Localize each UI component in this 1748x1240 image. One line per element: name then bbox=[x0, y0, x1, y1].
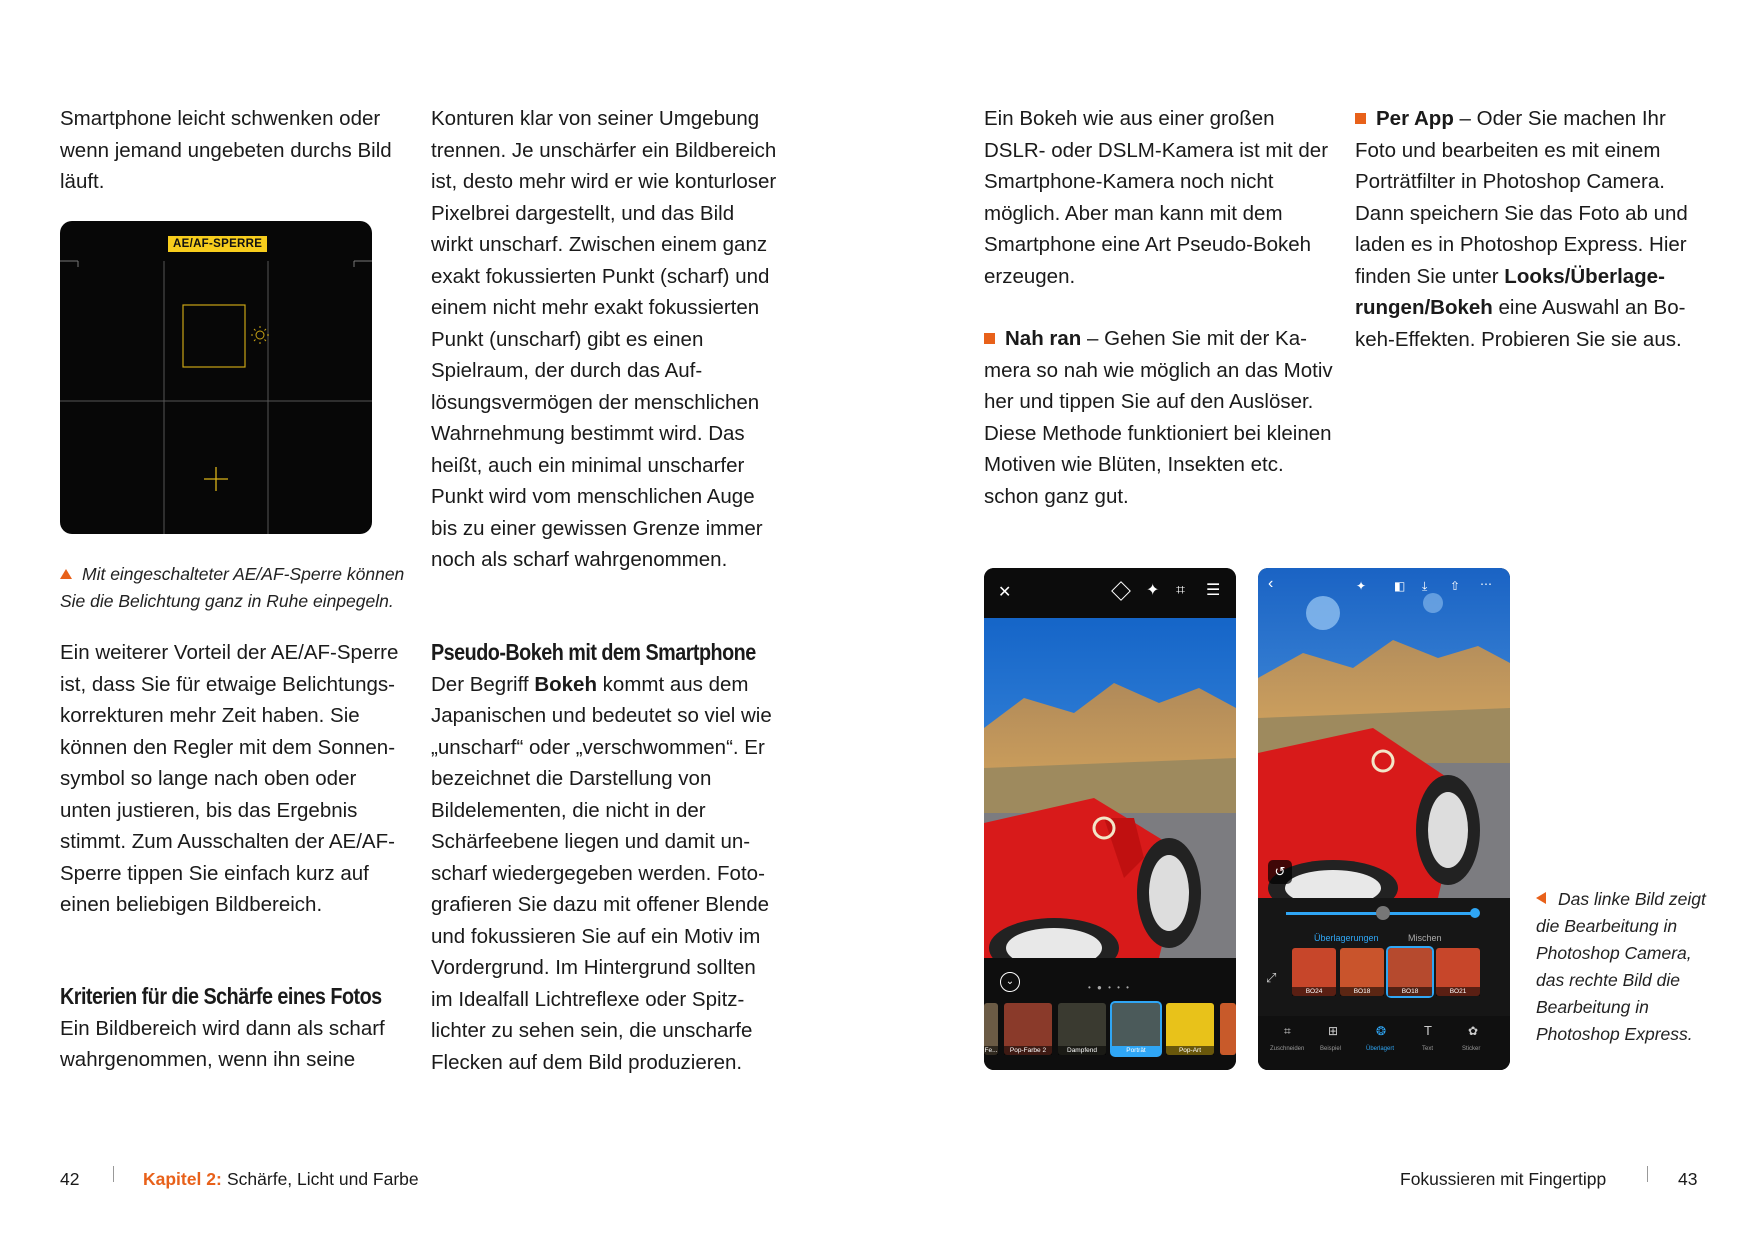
column-1-body bbox=[60, 637, 405, 921]
top-bar bbox=[984, 568, 1236, 618]
caption-ae-af: Mit eingeschalteter AE/AF-Sperre können Sie die Belichtung ganz in Ruhe einpegeln. bbox=[60, 564, 405, 611]
bokeh-thumb[interactable]: BO18 bbox=[1340, 948, 1384, 996]
bullet-icon bbox=[984, 333, 995, 344]
section-bokeh bbox=[431, 637, 781, 1078]
column-2-top bbox=[431, 103, 781, 576]
filter-thumb[interactable]: Dampfend bbox=[1058, 1003, 1106, 1055]
phone-photoshop-express bbox=[1258, 568, 1510, 1070]
bokeh-thumb[interactable]: BO24 bbox=[1292, 948, 1336, 996]
share-icon[interactable]: ⇧ bbox=[1450, 579, 1461, 593]
filter-thumb[interactable]: Fe... bbox=[984, 1003, 998, 1055]
photo-car-bokeh bbox=[1258, 568, 1510, 898]
paragraph-per-app: Per App – Oder Sie machen Ihr Foto und bearbeiten es mit einem Porträtfilter in Photoshop Camera. Dann speichern Sie das Foto ab und laden es in Photoshop Express. Hier finden Sie unter Looks/Überlagerungen/Bokeh eine Auswahl an Bokeh-Effekten. Probieren Sie sie aus. bbox=[1355, 107, 1688, 351]
paragraph: Ein weiterer Vorteil der AE/AF-Sperre ist, dass Sie für etwaige Belichtungskorrekturen mehr Zeit haben. Sie können den Regler mit dem Sonnensymbol so lange nach oben oder unten justieren, bis das Ergebnis stimmt. Zum Ausschalten der AE/AF-Sperre tippen Sie einfach kurz auf einen beliebigen Bildbereich. bbox=[60, 641, 399, 916]
undo-icon[interactable]: ↺ bbox=[1268, 860, 1292, 884]
filter-thumb[interactable]: Pop-Art bbox=[1166, 1003, 1214, 1055]
focus-square bbox=[183, 305, 245, 367]
filter-thumb[interactable] bbox=[1220, 1003, 1236, 1055]
running-title-right: Fokussieren mit Fingertipp bbox=[1400, 1169, 1607, 1189]
chevron-down-icon[interactable]: ⌄ bbox=[1000, 972, 1020, 992]
filter-thumb[interactable]: Pop-Farbe 2 bbox=[1004, 1003, 1052, 1055]
heading-criteria: Kriterien für die Schärfe eines Fotos bbox=[60, 983, 382, 1009]
tool-label[interactable]: Text bbox=[1422, 1046, 1434, 1052]
slider-knob[interactable] bbox=[1376, 906, 1390, 920]
bold-term: Bokeh bbox=[534, 672, 597, 696]
caption-phones: Das linke Bild zeigt die Bearbeitung in Photoshop Camera, das rechte Bild die Bearbeitung in Photoshop Express. bbox=[1536, 889, 1706, 1044]
tool-label[interactable]: Sticker bbox=[1462, 1046, 1481, 1052]
paragraph: Smartphone leicht schwenken oder wenn jemand ungebeten durchs Bild läuft. bbox=[60, 107, 392, 193]
download-icon[interactable]: ⤓ bbox=[1422, 579, 1428, 593]
magic-wand-icon[interactable]: ✦ bbox=[1146, 582, 1160, 599]
section-criteria bbox=[60, 981, 405, 1076]
page-number-right: 43 bbox=[1678, 1169, 1698, 1189]
tool-label[interactable]: Zuschneiden bbox=[1270, 1046, 1305, 1052]
bokeh-thumb[interactable]: BO21 bbox=[1436, 948, 1480, 996]
paragraph: Konturen klar von seiner Umgebung trennen. Je unschärfer ein Bildbereich ist, desto mehr wird er wie konturloser Pixelbrei dargestellt, und das Bild wirkt unscharf. Zwischen einem ganz exakt fokussierten Punkt (scharf) und einem nicht mehr exakt fokussierten Punkt (unscharf) gibt es einen Spielraum, der durch das Auflösungsvermögen der menschlichen Wahrnehmung bestimmt wird. Das heißt, auch ein minimal unscharfer Punkt wird vom menschlichen Auge bis zu einer gewissen Grenze immer noch als scharf wahrgenommen. bbox=[431, 107, 777, 571]
ae-af-lock-badge: AE/AF-SPERRE bbox=[168, 236, 267, 252]
back-icon[interactable]: ‹ bbox=[1268, 575, 1274, 592]
text-icon[interactable]: T bbox=[1424, 1023, 1432, 1038]
close-icon[interactable]: ✕ bbox=[998, 584, 1012, 601]
paragraph: Ein Bildbereich wird dann als scharf wahrgenommen, wenn ihn seine bbox=[60, 1016, 385, 1071]
paragraph: Der Begriff Bokeh kommt aus dem Japanischen und bedeutet so viel wie „unscharf“ oder „verschwommen“. Er bezeichnet die Darstellung von Bildelementen, die nicht in der Schärfeebene liegen und damit unscharf wiedergegeben werden. Fotografieren Sie dazu mit offener Blende und fokussieren Sie auf ein Motiv im Vordergrund. Im Hintergrund sollten im Idealfall Lichtreflexe oder Spitzlichter zu sehen sein, die unscharfe Flecken auf dem Bild produzieren. bbox=[431, 672, 772, 1074]
bullet-icon bbox=[1355, 113, 1366, 124]
crosshair-icon bbox=[204, 467, 228, 491]
paragraph-nah-ran: Nah ran – Gehen Sie mit der Kamera so nah wie möglich an das Motiv her und tippen Sie auf den Auslöser. Diese Methode funktioniert bei kleinen Motiven wie Blüten, Insekten etc. schon ganz gut. bbox=[984, 327, 1333, 508]
slider-end bbox=[1470, 908, 1480, 918]
sun-icon bbox=[251, 326, 269, 344]
tool-label[interactable]: Überlagert bbox=[1366, 1046, 1395, 1052]
intensity-slider[interactable] bbox=[1286, 912, 1476, 915]
footer-separator bbox=[1647, 1166, 1648, 1182]
magic-wand-icon[interactable]: ✦ bbox=[1356, 579, 1367, 593]
heading-bokeh: Pseudo-Bokeh mit dem Smartphone bbox=[431, 639, 756, 665]
photo-car bbox=[984, 618, 1236, 958]
tool-icon[interactable]: ⊞ bbox=[1328, 1024, 1339, 1038]
crop-icon[interactable]: ⌗ bbox=[1176, 582, 1186, 599]
bokeh-thumb-selected[interactable]: BO18 bbox=[1388, 948, 1432, 996]
page-number-left: 42 bbox=[60, 1169, 80, 1189]
paragraph: Ein Bokeh wie aus einer großen DSLR- oder DSLM-Kamera ist mit der Smartphone-Kamera noch nicht möglich. Aber man kann mit dem Smartphone eine Art Pseudo-Bokeh erzeugen. bbox=[984, 107, 1329, 288]
pagination-dots: • ● • • • bbox=[1088, 983, 1131, 992]
ps-icon[interactable] bbox=[1111, 581, 1131, 601]
camera-grid bbox=[60, 221, 372, 534]
overlay-icon[interactable]: ❂ bbox=[1376, 1024, 1387, 1038]
filter-thumb-selected[interactable]: Porträt bbox=[1112, 1003, 1160, 1055]
chapter-title: Schärfe, Licht und Farbe bbox=[227, 1169, 419, 1189]
column-1-top bbox=[60, 103, 400, 198]
more-icon[interactable]: ⋯ bbox=[1480, 577, 1492, 591]
sticker-icon[interactable]: ✿ bbox=[1468, 1024, 1479, 1038]
phone-photoshop-camera bbox=[984, 568, 1236, 1070]
sliders-icon[interactable]: ☰ bbox=[1206, 582, 1221, 599]
chapter-label: Kapitel 2: bbox=[143, 1169, 222, 1189]
footer-separator bbox=[113, 1166, 114, 1182]
tab-overlays[interactable]: Überlagerungen bbox=[1314, 933, 1379, 943]
ae-af-lock-screenshot bbox=[60, 221, 372, 534]
compare-icon[interactable]: ◧ bbox=[1394, 579, 1406, 593]
triangle-up-icon bbox=[60, 569, 72, 579]
expand-icon[interactable]: ⤢ bbox=[1266, 970, 1277, 985]
column-3-top bbox=[984, 103, 1334, 512]
column-4-top bbox=[1355, 103, 1695, 355]
crop-icon[interactable]: ⌗ bbox=[1284, 1024, 1291, 1038]
tool-label[interactable]: Beispiel bbox=[1320, 1046, 1342, 1052]
tab-blend[interactable]: Mischen bbox=[1408, 933, 1442, 943]
triangle-left-icon bbox=[1536, 892, 1546, 904]
tool-bar bbox=[1258, 1016, 1510, 1070]
